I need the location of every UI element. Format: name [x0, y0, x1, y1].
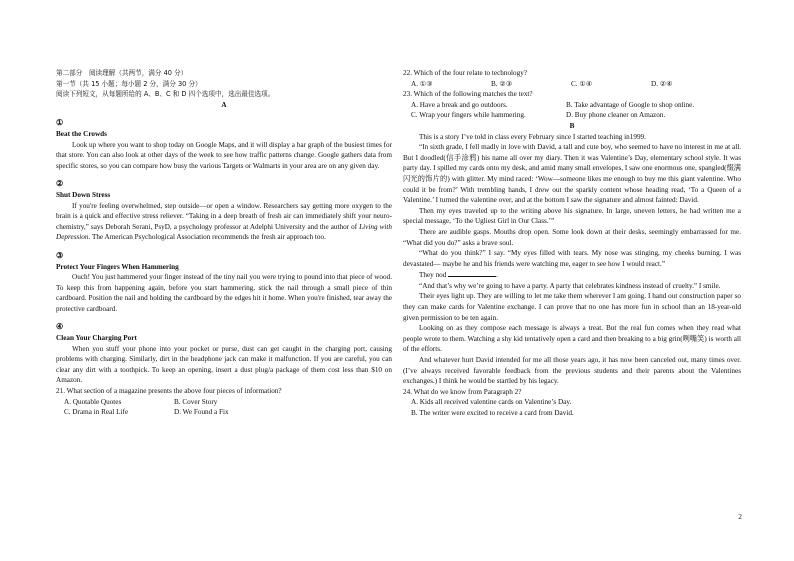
- question-22-stem: 22. Which of the four relate to technology?: [403, 69, 528, 77]
- section-title: 第一节（共 15 小题；每小题 2 分，满分 30 分）: [56, 79, 202, 88]
- passage-b-paragraph-9: Looking on as they compose each message is always a treat. But the real fun comes when they read what people wrote to them. Watching a shy kid tentatively open a card and then breaking to a big grin(咧嘴笑) is worth all of the efforts.: [403, 324, 741, 354]
- item-text-4: When you stuff your phone into your pocket or purse, dust can get caught in the charging port, causing problems with charging. Similarly, dirt in the headphone jack can make it malfunction. If you are careful, you can clear any dirt with a toothpick. To keep an opening, insert a dust plug/a package of them cost less than $10 on Amazon.: [56, 344, 392, 385]
- q24-option-b[interactable]: B. The writer were excited to receive a card from David.: [411, 409, 574, 417]
- q23-option-b[interactable]: B. Take advantage of Google to shop online.: [566, 100, 695, 109]
- item-heading-4: Clean Your Charging Port: [56, 334, 137, 343]
- q23-option-d[interactable]: D. Buy phone cleaner on Amazon.: [566, 111, 666, 120]
- q21-option-a[interactable]: A. Quotable Quotes: [64, 397, 122, 406]
- q22-option-c[interactable]: C. ①④: [571, 79, 593, 88]
- book-title: Living with Depression: [56, 222, 392, 242]
- page-number: 2: [738, 512, 742, 521]
- q23-option-c[interactable]: C. Wrap your fingers while hammering.: [411, 111, 526, 120]
- item-text-1: Look up where you want to shop today on Google Maps, and it will display a bar graph of the busiest times for that store. You can also look at other days of the week to see how traffic patterns change. Google gathers data from specific stores, so you can compare how busy the various Targets or Walmarts in your area are on any given day.: [56, 140, 392, 170]
- they-nod-text: They nod: [419, 271, 447, 280]
- passage-b-paragraph-5: “What do you think?” I say. “My eyes filled with tears. My nose was stinging, my cheeks burning. I was devastated— maybe he and his friends were watching me, eager to see how I would react.”: [403, 249, 741, 268]
- item-text-2-before: If you're feeling overwhelmed, step outside—or open a window. Researchers say getting more oxygen to the brain is a quick and effective stress reliever. “Taking in a deep breath of fresh air can immediately shift your neuro-chemistry,” says Deborah Serani, PsyD, a psychology professor at Adelphi University and the author of: [56, 201, 392, 231]
- item-number-1: ①: [56, 118, 64, 128]
- passage-label-b: B: [569, 121, 575, 130]
- question-21-stem: 21. What section of a magazine presents the above four pieces of information?: [56, 387, 282, 396]
- q22-option-b[interactable]: B. ②③: [491, 79, 513, 88]
- q22-option-d[interactable]: D. ②④: [651, 79, 673, 88]
- q24-option-a[interactable]: A. Kids all received valentine cards on Valentine’s Day.: [411, 398, 572, 407]
- q21-option-c[interactable]: C. Drama in Real Life: [64, 408, 129, 417]
- passage-b-paragraph-2: “In sixth grade, I fell madly in love with David, a tall and cute boy, who seemed to have no interest in me at all. But I doodled(信手涂鸦) his name all over my diary. Then it was Valentine’s Day, elementary school style. It was party day. I spilled my cards onto my desk, and amid many small envelopes, I saw one enormous one, spangled(缀满闪光的饰片的) with glitter. My mind raced: ‘Wow—someone likes me enough to buy me this giant valentine. Who could it be from?’ With trembling hands, I drew out the sparkly content whose heading read, ‘To a Queen of a Valentine.’ I turned the valentine over, and at the bottom I saw the signature and almost fainted: David.: [403, 143, 741, 205]
- item-text-2-after: . The American Psychological Association recommends the fresh air approach too.: [88, 233, 326, 242]
- right-column: [403, 68, 741, 419]
- question-21-options: [56, 397, 392, 418]
- item-heading-3: Protect Your Fingers When Hammering: [56, 262, 179, 271]
- item-text-3: Ouch! You just hammered your finger instead of the tiny nail you were trying to pound into that piece of wood. To keep this from happening again, before you start hammering, stick the nail through a small piece of thin cardboard. Position the nail and holding the cardboard by the edges hit it home. When you're finished, tear away the protective cardboard.: [56, 273, 392, 313]
- question-23-options: [403, 100, 741, 121]
- passage-b-paragraph-6: They nod .: [419, 271, 498, 280]
- question-24-stem: 24. What do we know from Paragraph 2?: [403, 387, 522, 396]
- item-number-4: ④: [56, 322, 64, 332]
- item-number-3: ③: [56, 250, 64, 260]
- item-heading-2: Shut Down Stress: [56, 190, 111, 199]
- passage-b-paragraph-8: Their eyes light up. They are willing to let me take them wherever I am going. I hand out construction paper so they can make cards for Valentine exchange. I can prove that no one has more fun in school than an 18-year-old given permission to be ten again.: [403, 292, 741, 322]
- part-title: 第二部分 阅读理解（共两节，满分 40 分）: [56, 69, 188, 77]
- q22-option-a[interactable]: A. ①③: [411, 79, 433, 88]
- passage-b-paragraph-10: And whatever hurt David intended for me all those years ago, it has now been canceled out, many times over. (I’ve always received favorable feedback from the previous students and their parents about the Valentines exchanges.) I think he would be startled by his legacy.: [403, 356, 741, 386]
- passage-b-paragraph-1: This is a story I’ve told in class every February since I started teaching in1999.: [419, 132, 646, 141]
- passage-label-a: A: [221, 100, 227, 109]
- item-heading-1: Beat the Crowds: [56, 129, 107, 138]
- passage-b-paragraph-7: “And that’s why we’re going to have a party. A party that celebrates kindness instead of cruelty.” I smile.: [419, 281, 721, 290]
- instructions: 阅读下列短文，从每题所给的 A、B、C 和 D 四个选项中，选出最佳选项。: [56, 90, 275, 99]
- answer-blank[interactable]: [448, 269, 496, 277]
- q21-option-b[interactable]: B. Cover Story: [174, 397, 218, 406]
- item-text-2: [56, 201, 392, 243]
- question-23-stem: 23. Which of the following matches the text?: [403, 90, 533, 99]
- left-column: [56, 68, 392, 418]
- q21-option-d[interactable]: D. We Found a Fix: [174, 408, 229, 417]
- item-number-2: ②: [56, 179, 64, 189]
- question-22-options: [403, 79, 741, 90]
- passage-b-paragraph-3: Then my eyes traveled up to the writing above his signature. In large, uneven letters, he had written me a special message, ‘To the Ugliest Girl in Our Class.’”: [403, 206, 741, 226]
- passage-b-paragraph-4: There are audible gasps. Mouths drop open. Some look down at their desks, seemingly embarrassed for me. “What did you do?” asks a brave soul.: [403, 227, 741, 247]
- q23-option-a[interactable]: A. Have a break and go outdoors.: [411, 100, 508, 109]
